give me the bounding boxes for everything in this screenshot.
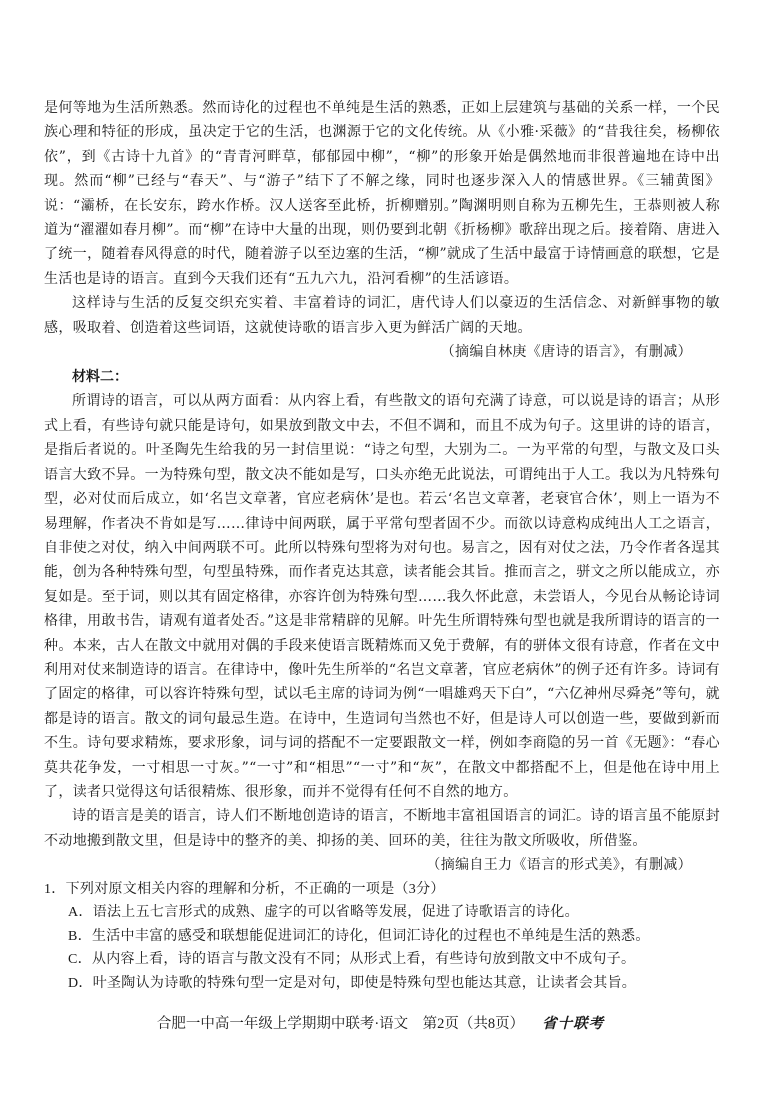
text-column <box>44 96 720 996</box>
exam-union-logo: 省十联考 <box>542 1015 605 1032</box>
material-two-source: （摘编自王力《语言的形式美》，有删减） <box>426 857 692 874</box>
material-two <box>44 365 720 877</box>
question-one-option-b: B．生活中丰富的感受和联想能促进词汇的诗化，但词汇诗化的过程也不单纯是生活的熟悉。 <box>68 928 650 944</box>
material-two-heading: 材料二： <box>72 369 128 386</box>
question-one-option-a: A．语法上五七言形式的成熟、虚字的可以省略等发展，促进了诗歌语言的诗化。 <box>68 905 579 921</box>
question-one <box>44 878 720 996</box>
material-one-source: （摘编自林庚《唐诗的语言》，有删减） <box>440 344 692 361</box>
material-one-continued <box>44 96 720 364</box>
footer-text: 合肥一中高一年级上学期期中联考·语文 第2页（共8页） <box>156 1016 525 1032</box>
material-one-paragraph-1: 是何等地为生活所熟悉。然而诗化的过程也不单纯是生活的熟悉，正如上层建筑与基础的关系一样，一个民族心理和特征的形成，虽决定于它的生活，也渊源于它的文化传统。从《小雅·采薇》的“昔我往矣，杨柳依依”，到《古诗十九首》的“青青河畔草，郁郁园中柳”，“柳”的形象开始是偶然地而非很普遍地在诗中出现。然而“柳”已经与“春天”、与“游子”结下了不解之缘，同时也逐步深入人的情感世界。《三辅黄图》说：“灞桥，在长安东，跨水作桥。汉人送客至此桥，折柳赠别。”陶渊明则自称为五柳先生，王恭则被人称道为“濯濯如春月柳”。而“柳”在诗中大量的出现，则仍要到北朝《折杨柳》歌辞出现之后。接着隋、唐进入了统一，随着春风得意的时代，随着游子以至边塞的生活，“柳”就成了生活中最富于诗情画意的联想，它是生活也是诗的语言。直到今天我们还有“五九六九，沿河看柳”的生活谚语。 <box>44 100 720 287</box>
material-two-paragraph-1: 所谓诗的语言，可以从两方面看：从内容上看，有些散文的语句充满了诗意，可以说是诗的语言；从形式上看，有些诗句就只能是诗句，如果放到散文中去，不但不调和，而且不成为句子。这里讲的诗的语言，是指后者说的。叶圣陶先生给我的另一封信里说：“诗之句型，大别为二。一为平常的句型，与散文及口头语言大致不异。一为特殊句型，散文决不能如是写，口头亦绝无此说法，可谓纯出于人工。我以为凡特殊句型，必对仗而后成立，如‘名岂文章著，官应老病休’是也。若云‘名岂文章著，老衰官合休’，则上一语为不易理解，作者决不肯如是写……律诗中间两联，属于平常句型者固不少。而欲以诗意构成纯出人工之语言，自非使之对仗，纳入中间两联不可。此所以特殊句型将为对句也。易言之，因有对仗之法，乃令作者各逞其能，创为各种特殊句型，句型虽特殊，而作者克达其意，读者能会其旨。推而言之，骈文之所以能成立，亦复如是。至于词，则以其有固定格律，亦容许创为特殊句型……我久怀此意，未尝语人，今见台从畅论诗词格律，用敢书告，请观有道者处否。”这是非常精辟的见解。叶先生所谓特殊句型也就是我所谓诗的语言的一种。本来，古人在散文中就用对偶的手段来使语言既精炼而又免于费解，有的骈体文很有诗意，作者在文中利用对仗来制造诗的语言。在律诗中，像叶先生所举的“名岂文章著，官应老病休”的例子还有许多。诗词有了固定的格律，可以容许特殊句型，试以毛主席的诗词为例“一唱雄鸡天下白”，“六亿神州尽舜尧”等句，就都是诗的语言。散文的词句最忌生造。在诗中，生造词句当然也不好，但是诗人可以创造一些，要做到新而不生。诗句要求精炼，要求形象，词与词的搭配不一定要跟散文一样，例如李商隐的另一首《无题》：“春心莫共花争发，一寸相思一寸灰。”“一寸”和“相思”“一寸”和“灰”，在散文中都搭配不上，但是他在诗中用上了，读者只觉得这句话很精炼、很形象，而并不觉得有任何不自然的地方。 <box>44 393 720 800</box>
question-one-option-d: D．叶圣陶认为诗歌的特殊句型一定是对句，即使是特殊句型也能达其意，让读者会其旨。 <box>68 975 637 991</box>
page-footer <box>0 1012 761 1036</box>
question-one-option-c: C．从内容上看，诗的语言与散文没有不同；从形式上看，有些诗句放到散文中不成句子。 <box>68 952 636 968</box>
material-one-paragraph-2: 这样诗与生活的反复交织充实着、丰富着诗的词汇，唐代诗人们以豪迈的生活信念、对新鲜事物的敏感，吸取着、创造着这些词语，这就使诗歌的语言步入更为鲜活广阔的天地。 <box>44 295 720 336</box>
question-one-stem: 1．下列对原文相关内容的理解和分析，不正确的一项是（3分） <box>44 881 445 897</box>
material-two-paragraph-2: 诗的语言是美的语言，诗人们不断地创造诗的语言，不断地丰富祖国语言的词汇。诗的语言虽不能原封不动地搬到散文里，但是诗中的整齐的美、抑扬的美、回环的美，往往为散文所吸收，所借鉴。 <box>44 808 720 849</box>
